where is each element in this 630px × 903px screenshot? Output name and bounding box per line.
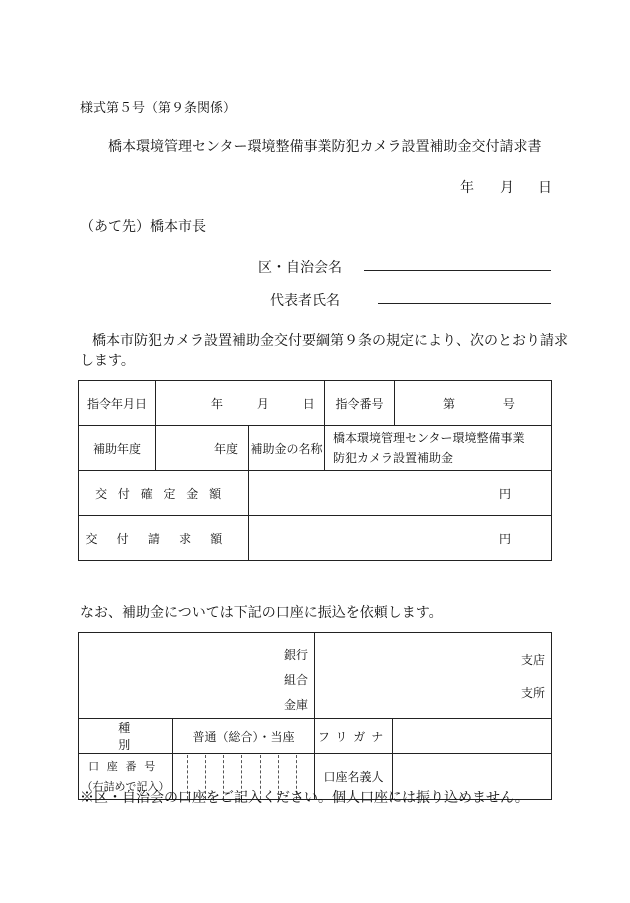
request-amount-field[interactable] — [249, 516, 552, 561]
subsidy-name-line2: 防犯カメラ設置補助金 — [333, 451, 454, 465]
furigana-label: フリガナ — [315, 719, 393, 754]
furigana-field[interactable] — [393, 719, 552, 754]
representative-name-field[interactable] — [378, 303, 551, 304]
order-date-label: 指令年月日 — [79, 381, 156, 426]
order-number-value[interactable] — [395, 381, 552, 426]
subsidy-name-line1: 橋本環境管理センター環境整備事業 — [333, 431, 525, 445]
account-number-note: （右詰めで記入） — [81, 779, 170, 793]
bank-type-credit: 金庫 — [284, 698, 309, 712]
account-holder-label: 口座名義人 — [315, 754, 393, 800]
subsidy-request-table — [78, 380, 552, 561]
order-month-label: 月 — [256, 396, 269, 411]
order-year-label: 年 — [211, 396, 224, 411]
order-day-label: 日 — [302, 396, 315, 411]
transfer-text: なお、補助金については下記の口座に振込を依頼します。 — [80, 605, 443, 621]
branch-type-branch: 支店 — [521, 653, 546, 667]
bank-type-bank: 銀行 — [284, 648, 309, 662]
confirmed-amount-label: 交付確定金額 — [79, 471, 249, 516]
addressee: （あて先）橋本市長 — [80, 219, 206, 235]
body-text-line2: します。 — [80, 353, 135, 369]
order-date-value[interactable] — [156, 381, 325, 426]
bank-account-table — [78, 632, 552, 800]
association-name-label: 区・自治会名 — [258, 260, 342, 276]
order-number-suffix: 号 — [502, 396, 515, 411]
fiscal-year-label: 補助年度 — [79, 426, 156, 471]
bank-type-union: 組合 — [284, 673, 309, 687]
order-number-prefix: 第 — [443, 396, 456, 411]
account-number-label: 口座番号 — [88, 759, 163, 773]
document-title: 橋本環境管理センター環境整備事業防犯カメラ設置補助金交付請求書 — [108, 139, 542, 155]
representative-name-label: 代表者氏名 — [270, 293, 340, 309]
footer-note: ※区・自治会の口座をご記入ください。個人口座には振り込めません。 — [80, 790, 529, 806]
date-year-label: 年 — [460, 180, 474, 196]
subsidy-name-label: 補助金の名称 — [249, 426, 325, 471]
account-type-value[interactable]: 普通（総合）・当座 — [173, 719, 315, 754]
date-day-label: 日 — [538, 180, 552, 196]
order-number-label: 指令番号 — [325, 381, 395, 426]
branch-type-office: 支所 — [521, 686, 546, 700]
request-amount-label: 交付請求額 — [79, 516, 249, 561]
confirmed-amount-unit: 円 — [499, 486, 512, 501]
account-type-label: 種別 — [79, 719, 173, 754]
form-number: 様式第５号（第９条関係） — [80, 101, 237, 116]
fiscal-year-value[interactable]: 年度 — [156, 426, 249, 471]
date-month-label: 月 — [500, 180, 514, 196]
branch-name-field[interactable] — [315, 633, 552, 719]
body-text-line1: 橋本市防犯カメラ設置補助金交付要綱第９条の規定により、次のとおり請求 — [92, 333, 568, 349]
association-name-field[interactable] — [364, 270, 551, 271]
confirmed-amount-field[interactable] — [249, 471, 552, 516]
bank-name-field[interactable] — [79, 633, 315, 719]
subsidy-name-value — [325, 426, 552, 471]
request-amount-unit: 円 — [499, 531, 512, 546]
